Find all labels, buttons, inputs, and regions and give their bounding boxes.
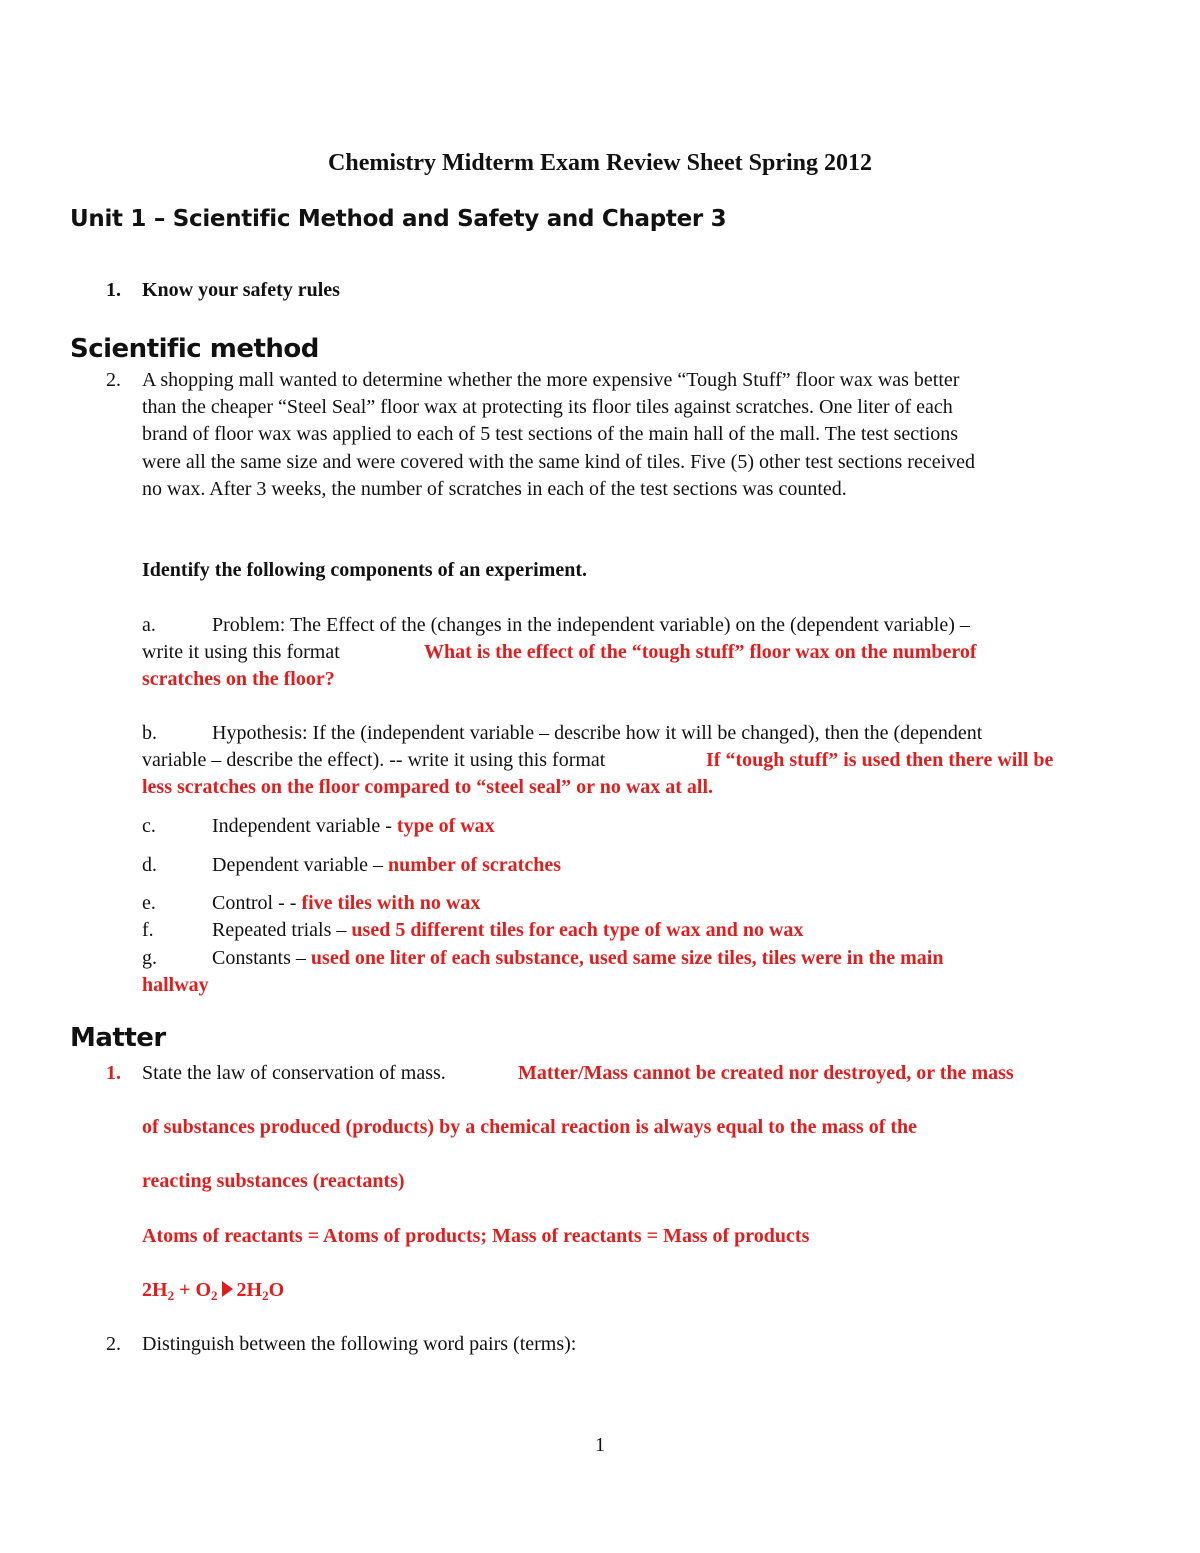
eq-subscript: 2 bbox=[262, 1288, 269, 1303]
conservation-equalities: Atoms of reactants = Atoms of products; Mass of reactants = Mass of products bbox=[142, 1225, 810, 1247]
page-number: 1 bbox=[595, 1434, 605, 1456]
hypothesis-prompt: Hypothesis: If the (independent variable – describe how it will be changed), then the (dependent bbox=[212, 722, 983, 744]
problem-answer: What is the effect of the “tough stuff” floor wax on the numberof bbox=[424, 641, 977, 663]
constants-answer: used one liter of each substance, used same size tiles, tiles were in the main bbox=[310, 947, 944, 969]
eq-product-o: O bbox=[268, 1279, 285, 1301]
item-number: 1. bbox=[106, 279, 121, 301]
item-letter: a. bbox=[142, 614, 156, 636]
constants-answer-cont: hallway bbox=[142, 974, 209, 996]
scientific-method-heading: Scientific method bbox=[70, 334, 319, 364]
dependent-variable-answer: number of scratches bbox=[388, 854, 561, 876]
scenario-line: were all the same size and were covered with the same kind of tiles. Five (5) other test sections received bbox=[142, 451, 976, 473]
scenario-line: no wax. After 3 weeks, the number of scratches in each of the test sections was counted. bbox=[142, 478, 847, 500]
hypothesis-answer-cont: less scratches on the floor compared to “steel seal” or no wax at all. bbox=[142, 776, 714, 798]
scenario-line: than the cheaper “Steel Seal” floor wax at protecting its floor tiles against scratches. One liter of each bbox=[142, 396, 953, 418]
scenario-line: brand of floor wax was applied to each of 5 test sections of the main hall of the mall. The test sections bbox=[142, 423, 959, 445]
eq-reactant-o2: + O bbox=[174, 1279, 212, 1301]
question-number: 2. bbox=[106, 369, 121, 391]
item-letter: g. bbox=[142, 947, 157, 969]
problem-prompt-cont: write it using this format bbox=[142, 641, 340, 663]
repeated-trials-answer: used 5 different tiles for each type of wax and no wax bbox=[351, 919, 804, 941]
question-number: 2. bbox=[106, 1333, 121, 1355]
constants-label: Constants – bbox=[212, 947, 311, 969]
dependent-variable-label: Dependent variable – bbox=[212, 854, 389, 876]
problem-prompt: Problem: The Effect of the (changes in the independent variable) on the (dependent variable) – bbox=[212, 614, 970, 636]
repeated-trials-label: Repeated trials – bbox=[212, 919, 352, 941]
item-letter: f. bbox=[142, 919, 154, 941]
scenario-line: A shopping mall wanted to determine whether the more expensive “Tough Stuff” floor wax was better bbox=[142, 369, 960, 391]
eq-subscript: 2 bbox=[211, 1288, 218, 1303]
eq-product-h2o: 2H bbox=[236, 1279, 263, 1301]
question-number: 1. bbox=[106, 1062, 121, 1084]
page-title: Chemistry Midterm Exam Review Sheet Spring 2012 bbox=[328, 150, 872, 176]
conservation-question: State the law of conservation of mass. bbox=[142, 1062, 446, 1084]
item-letter: e. bbox=[142, 892, 156, 914]
safety-rules-item: Know your safety rules bbox=[142, 279, 340, 301]
conservation-answer: Matter/Mass cannot be created nor destroyed, or the mass bbox=[518, 1062, 1014, 1084]
hypothesis-prompt-cont: variable – describe the effect). -- write it using this format bbox=[142, 749, 606, 771]
reaction-arrow-icon bbox=[222, 1281, 233, 1297]
control-answer: five tiles with no wax bbox=[301, 892, 481, 914]
independent-variable-answer: type of wax bbox=[396, 815, 495, 837]
unit-heading: Unit 1 – Scientific Method and Safety and Chapter 3 bbox=[70, 206, 727, 232]
distinguish-question: Distinguish between the following word pairs (terms): bbox=[142, 1333, 577, 1355]
conservation-answer-cont: of substances produced (products) by a chemical reaction is always equal to the mass of the bbox=[142, 1116, 918, 1138]
problem-answer-cont: scratches on the floor? bbox=[142, 668, 335, 690]
item-letter: d. bbox=[142, 854, 157, 876]
identify-instruction: Identify the following components of an experiment. bbox=[142, 559, 587, 581]
chemical-equation bbox=[142, 1279, 284, 1302]
control-label: Control - - bbox=[212, 892, 302, 914]
hypothesis-answer: If “tough stuff” is used then there will be bbox=[706, 749, 1054, 771]
matter-heading: Matter bbox=[70, 1023, 166, 1053]
item-letter: b. bbox=[142, 722, 157, 744]
eq-subscript: 2 bbox=[167, 1288, 175, 1303]
independent-variable-label: Independent variable - bbox=[212, 815, 397, 837]
item-letter: c. bbox=[142, 815, 156, 837]
eq-reactant-h2: 2H bbox=[142, 1279, 168, 1301]
conservation-answer-cont: reacting substances (reactants) bbox=[142, 1170, 405, 1192]
